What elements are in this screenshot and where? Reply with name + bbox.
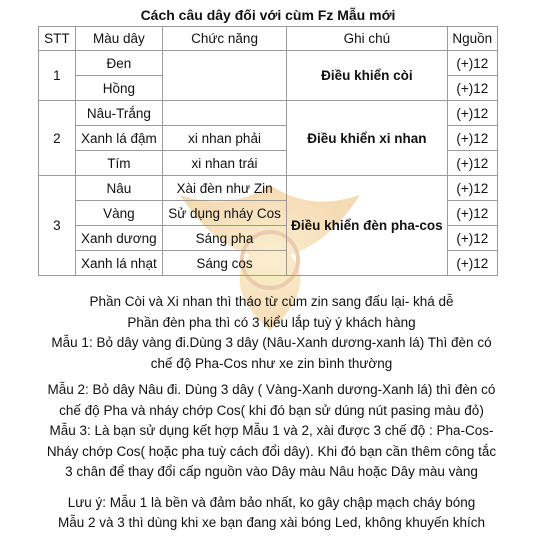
header-stt: STT — [39, 27, 76, 51]
cell-mau-day: Nâu-Trắng — [75, 101, 162, 126]
instructions-block — [0, 292, 543, 534]
cell-mau-day: Xanh lá nhạt — [75, 251, 162, 276]
mau1-line: chế độ Pha-Cos như xe zin bình thường — [150, 355, 393, 371]
table-row — [39, 51, 498, 76]
mau3-line: Mẫu 3: Là bạn sử dụng kết hợp Mẫu 1 và 2, xài được 3 chế độ : Pha-Cos- — [49, 423, 494, 438]
note-line: Phần đèn pha thì có 3 kiểu lắp tuỳ ý khách hàng — [127, 314, 416, 330]
mau2-line: chế độ Pha và nháy chớp Cos( khi đó bạn sử dúng nút pasing màu đỏ) — [59, 402, 484, 418]
cell-mau-day: Vàng — [75, 201, 162, 226]
cell-chuc-nang: Xài đèn như Zin — [163, 176, 287, 201]
mau3-line: Nháy chớp Cos( hoặc pha tuỳ cách đổi dây). Khi đó bạn cần thêm công tắc — [46, 443, 497, 459]
luu-y-line: Lưu ý: Mẫu 1 là bền và đảm bảo nhất, ko gây chập mạch cháy bóng — [67, 494, 476, 510]
mau1-line: Mẫu 1: Bỏ dây vàng đi.Dùng 3 dây (Nâu-Xanh dương-xanh lá) Thì đèn có — [51, 335, 492, 350]
table-row — [39, 101, 498, 126]
cell-stt: 1 — [39, 51, 76, 101]
cell-nguon: (+)12 — [447, 176, 497, 201]
mau3-line: 3 chân để thay đổi cấp nguồn vào Dây màu Nâu hoặc Dây màu vàng — [65, 464, 478, 479]
cell-ghi-chu: Điều khiển còi — [287, 51, 448, 101]
sheet-title: Cách câu dây đối với cùm Fz Mẫu mới — [140, 7, 396, 23]
wiring-table — [38, 26, 498, 276]
cell-nguon: (+)12 — [447, 201, 497, 226]
cell-chuc-nang — [163, 101, 287, 126]
cell-nguon: (+)12 — [447, 126, 497, 151]
cell-mau-day: Nâu — [75, 176, 162, 201]
cell-chuc-nang: xi nhan phải — [163, 126, 287, 151]
header-ghi-chu: Ghi chú — [287, 27, 448, 51]
cell-nguon: (+)12 — [447, 251, 497, 276]
cell-mau-day: Xanh dương — [75, 226, 162, 251]
cell-chuc-nang: Sáng pha — [163, 226, 287, 251]
cell-ghi-chu: Điều khiển xi nhan — [287, 101, 448, 176]
cell-nguon: (+)12 — [447, 151, 497, 176]
cell-stt: 3 — [39, 176, 76, 276]
cell-chuc-nang: Sáng cos — [163, 251, 287, 276]
cell-mau-day: Đen — [75, 51, 162, 76]
cell-nguon: (+)12 — [447, 101, 497, 126]
luu-y-line: Mẫu 2 và 3 thì dùng khi xe bạn đang xài bóng Led, không khuyến khích — [57, 515, 486, 530]
cell-nguon: (+)12 — [447, 76, 497, 101]
cell-chuc-nang: xi nhan trái — [163, 151, 287, 176]
cell-chuc-nang: Sử dụng nháy Cos — [163, 201, 287, 226]
cell-nguon: (+)12 — [447, 226, 497, 251]
table-row — [39, 176, 498, 201]
cell-ghi-chu: Điều khiển đèn pha-cos — [287, 176, 448, 276]
cell-stt: 2 — [39, 101, 76, 176]
cell-chuc-nang — [163, 51, 287, 101]
cell-mau-day: Hồng — [75, 76, 162, 101]
note-line: Phần Còi và Xi nhan thì tháo từ cùm zin sang đấu lại- khá dễ — [89, 294, 454, 309]
header-chuc-nang: Chức năng — [163, 27, 287, 51]
header-mau-day: Màu dây — [75, 27, 162, 51]
cell-nguon: (+)12 — [447, 51, 497, 76]
cell-mau-day: Xanh lá đậm — [75, 126, 162, 151]
header-nguon: Nguồn — [447, 27, 497, 51]
mau2-line: Mẫu 2: Bỏ dây Nâu đi. Dùng 3 dây ( Vàng-Xanh dương-Xanh lá) thì đèn có — [47, 382, 496, 397]
cell-mau-day: Tím — [75, 151, 162, 176]
table-header-row — [39, 27, 498, 51]
